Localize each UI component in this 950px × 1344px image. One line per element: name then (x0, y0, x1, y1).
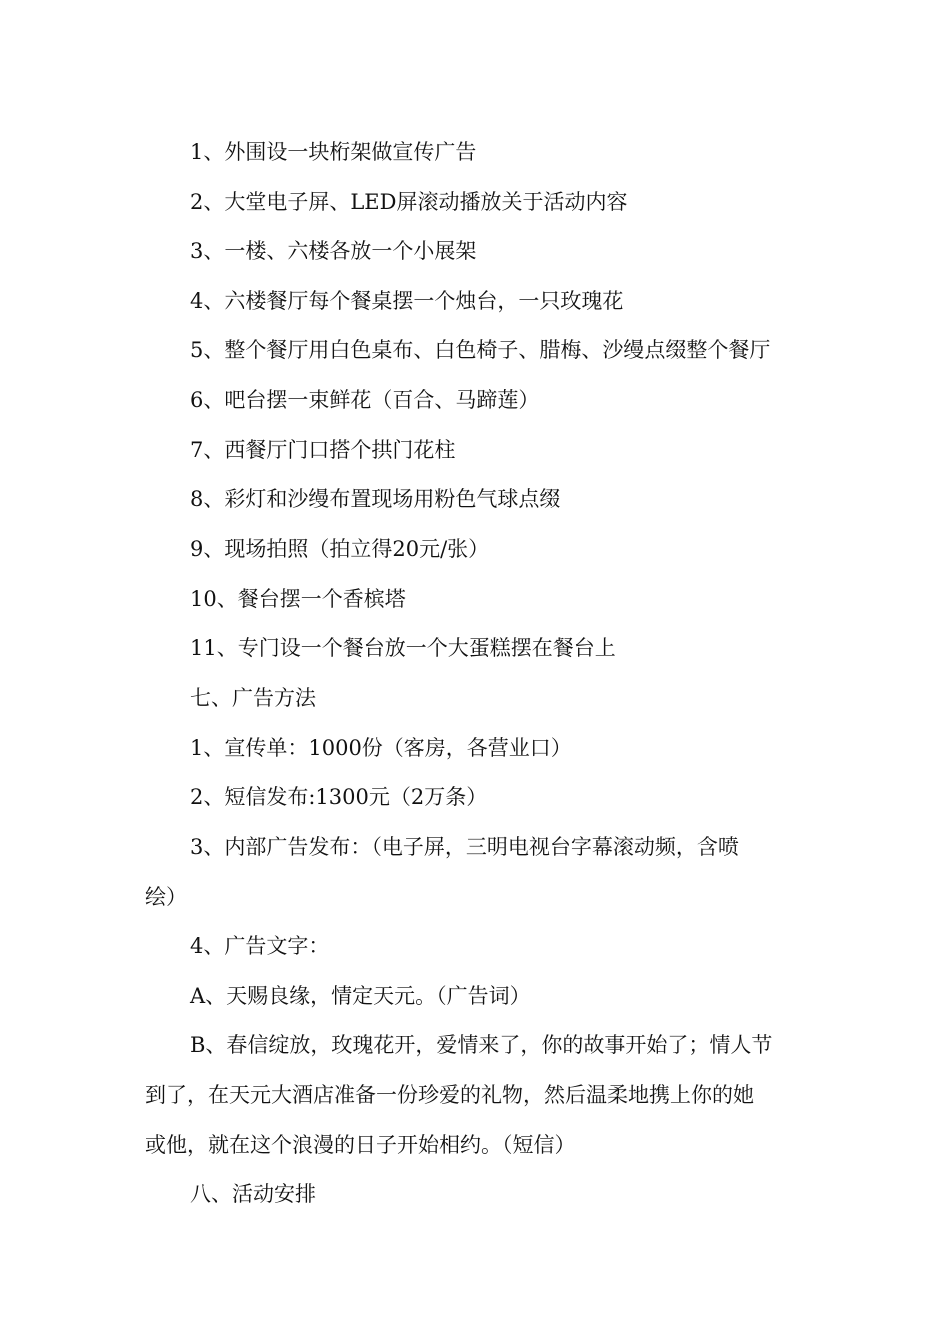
list-item-8: 8、彩灯和沙缦布置现场用粉色气球点缀 (190, 487, 561, 511)
section-heading-advertising: 七、广告方法 (190, 686, 316, 710)
ad-item-3-continued: 绘） (145, 885, 187, 909)
ad-text-b-line-2: 到了，在天元大酒店准备一份珍爱的礼物，然后温柔地携上你的她 (145, 1083, 754, 1107)
list-item-9: 9、现场拍照（拍立得20元/张） (190, 537, 490, 561)
section-heading-schedule: 八、活动安排 (190, 1182, 316, 1206)
ad-item-4: 4、广告文字： (190, 934, 330, 958)
ad-text-b: B、春信绽放，玫瑰花开，爱情来了，你的故事开始了；情人节 (190, 1033, 773, 1057)
list-item-10: 10、餐台摆一个香槟塔 (190, 587, 406, 611)
ad-text-b-line-3: 或他，就在这个浪漫的日子开始相约。（短信） (145, 1133, 576, 1157)
list-item-5: 5、整个餐厅用白色桌布、白色椅子、腊梅、沙缦点缀整个餐厅 (190, 338, 771, 362)
list-item-4: 4、六楼餐厅每个餐桌摆一个烛台，一只玫瑰花 (190, 289, 624, 313)
list-item-11: 11、专门设一个餐台放一个大蛋糕摆在餐台上 (190, 636, 616, 660)
list-item-7: 7、西餐厅门口搭个拱门花柱 (190, 438, 456, 462)
list-item-2: 2、大堂电子屏、LED屏滚动播放关于活动内容 (190, 190, 628, 214)
ad-item-3: 3、内部广告发布：（电子屏，三明电视台字幕滚动频，含喷 (190, 835, 739, 859)
list-item-1: 1、外围设一块桁架做宣传广告 (190, 140, 477, 164)
ad-text-a: A、天赐良缘，情定天元。（广告词） (190, 984, 531, 1008)
list-item-6: 6、吧台摆一束鲜花（百合、马蹄莲） (190, 388, 540, 412)
list-item-3: 3、一楼、六楼各放一个小展架 (190, 239, 477, 263)
ad-item-1: 1、宣传单：1000份（客房，各营业口） (190, 736, 572, 760)
ad-item-2: 2、短信发布:1300元（2万条） (190, 785, 488, 809)
